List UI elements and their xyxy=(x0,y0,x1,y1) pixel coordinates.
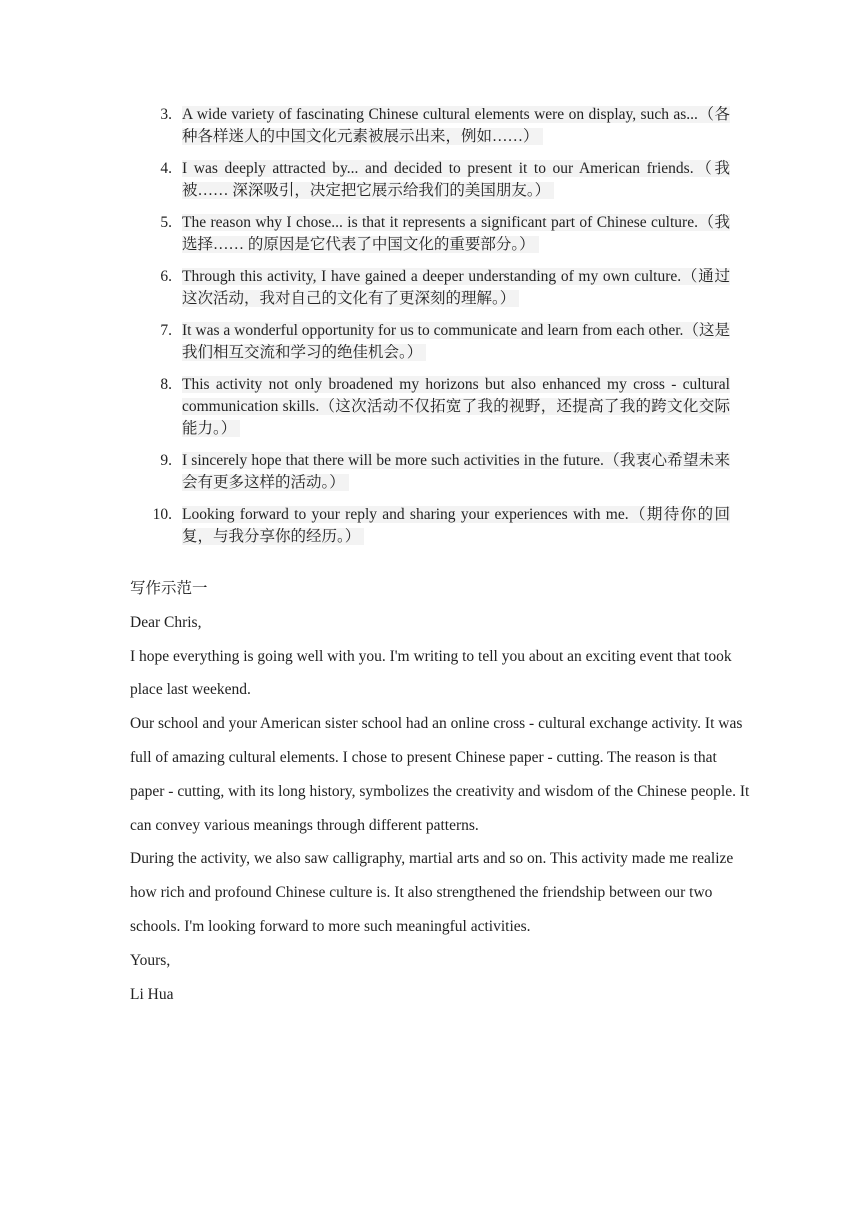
phrase-text: A wide variety of fascinating Chinese cultural elements were on display, such as...（各种各样迷人的中国文化元素被展示出来，例如……） xyxy=(182,106,730,145)
list-number: 7. xyxy=(160,322,172,339)
essay-paragraph: Our school and your American sister school had an online cross - cultural exchange activity. It was full of amazing cultural elements. I chose to present Chinese paper - cutting. The reason is that paper - cutting, with its long history, symbolizes the creativity and wisdom of the Chinese people. It can convey various meanings through different patterns. xyxy=(130,715,750,834)
phrase-text: I was deeply attracted by... and decided to present it to our American friends.（我被…… 深深吸引，决定把它展示给我们的美国朋友。） xyxy=(182,160,730,199)
list-number: 4. xyxy=(160,160,172,177)
phrase-text: Through this activity, I have gained a deeper understanding of my own culture.（通过这次活动，我对自己的文化有了更深刻的理解。） xyxy=(182,268,730,307)
essay-signature: Li Hua xyxy=(130,985,174,1003)
essay-paragraph: During the activity, we also saw calligraphy, martial arts and so on. This activity made me realize how rich and profound Chinese culture is. It also strengthened the friendship between our two schools. I'm looking forward to more such meaningful activities. xyxy=(130,850,734,935)
list-item xyxy=(130,504,730,548)
essay-salutation: Dear Chris, xyxy=(130,613,202,631)
list-item xyxy=(130,212,730,256)
essay-paragraph: I hope everything is going well with you. I'm writing to tell you about an exciting event that took place last weekend. xyxy=(130,647,732,699)
list-item xyxy=(130,158,730,202)
list-item xyxy=(130,266,730,310)
list-item xyxy=(130,320,730,364)
phrase-text: Looking forward to your reply and sharing your experiences with me.（期待你的回复，与我分享你的经历。） xyxy=(182,506,730,545)
list-item xyxy=(130,450,730,494)
phrase-text: It was a wonderful opportunity for us to communicate and learn from each other.（这是我们相互交流和学习的绝佳机会。） xyxy=(182,322,730,361)
list-number: 10. xyxy=(152,506,172,523)
phrase-text: This activity not only broadened my horizons but also enhanced my cross - cultural communication skills.（这次活动不仅拓宽了我的视野，还提高了我的跨文化交际能力。） xyxy=(182,376,730,437)
list-item xyxy=(130,104,730,148)
list-item xyxy=(130,374,730,440)
phrase-list xyxy=(130,104,730,558)
phrase-text: I sincerely hope that there will be more such activities in the future.（我衷心希望未来会有更多这样的活动。） xyxy=(182,452,730,491)
list-number: 6. xyxy=(160,268,172,285)
list-number: 5. xyxy=(160,214,172,231)
phrase-text: The reason why I chose... is that it represents a significant part of Chinese culture.（我选择…… 的原因是它代表了中国文化的重要部分。） xyxy=(182,214,730,253)
list-number: 9. xyxy=(160,452,172,469)
list-number: 3. xyxy=(160,106,172,123)
essay-closing: Yours, xyxy=(130,951,171,969)
essay-heading: 写作示范一 xyxy=(130,580,208,597)
sample-essay xyxy=(130,572,750,1011)
list-number: 8. xyxy=(160,376,172,393)
